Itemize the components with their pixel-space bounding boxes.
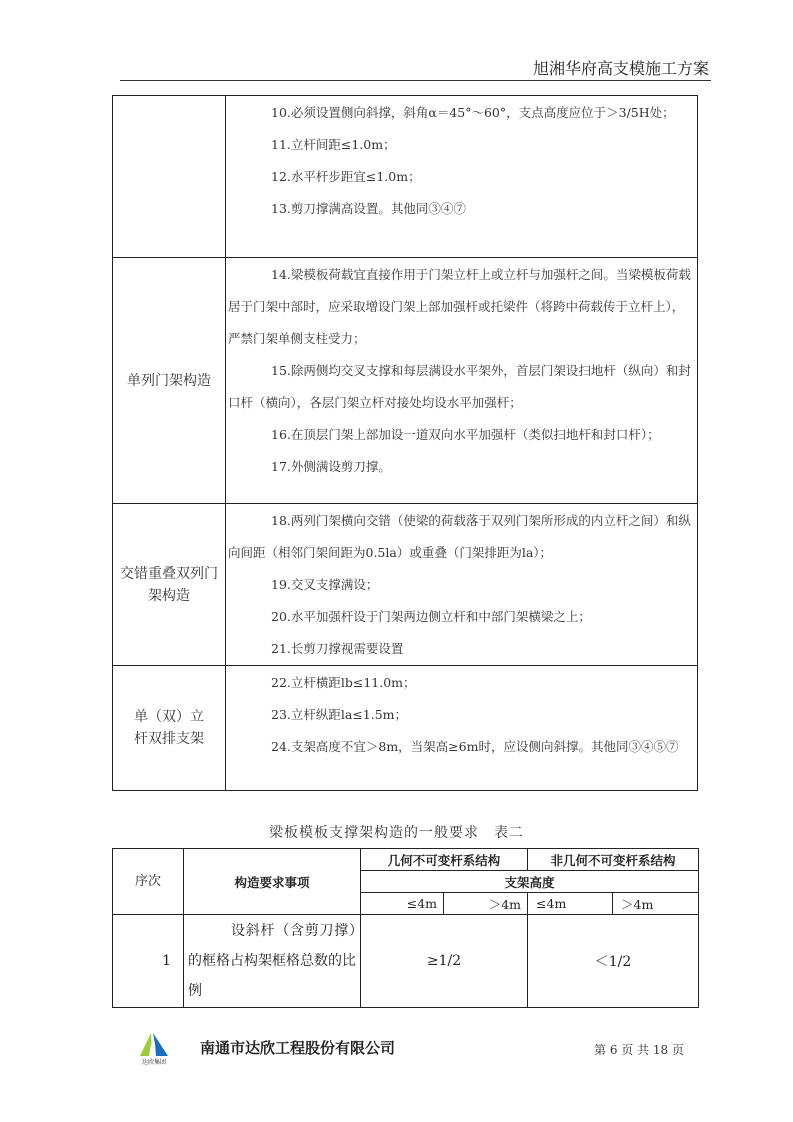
list-item: 23.立杆纵距la≤1.5m； (271, 707, 408, 722)
beam-slab-requirements-table (112, 848, 699, 1008)
list-item: 12.水平杆步距宜≤1.0m； (271, 169, 421, 184)
list-item: 19.交叉支撑满设； (271, 577, 379, 592)
row-label (113, 666, 226, 791)
company-name: 南通市达欣工程股份有限公司 (200, 1039, 396, 1057)
header-le4: ≤4m (361, 893, 444, 915)
row-label: 单列门架构造 (113, 258, 226, 504)
table-row (113, 504, 698, 666)
row-content (226, 96, 698, 258)
table-row (113, 915, 699, 1008)
row-content (226, 666, 698, 791)
non-geo-value: ＜1/2 (528, 915, 699, 1008)
header-support-height: 支架高度 (361, 871, 699, 893)
header-non-geometric: 非几何不可变杆系结构 (528, 849, 699, 871)
list-item: 22.立杆横距lb≤11.0m； (271, 675, 416, 690)
list-item: 17.外侧满设剪刀撑。 (271, 459, 391, 474)
document-header-title: 旭湘华府高支模施工方案 (532, 59, 709, 78)
row-label-text: 交错重叠双列门架构造 (120, 565, 218, 604)
list-item: 18.两列门架横向交错（使梁的荷载落于双列门架所形成的内立杆之间）和纵向间距（相邻门架间距为0.5la）或重叠（门架排距为la）； (228, 513, 691, 560)
geo-value: ≥1/2 (361, 915, 528, 1008)
list-item: 15.除两侧均交叉支撑和每层满设水平架外，首层门架设扫地杆（纵向）和封口杆（横向），各层门架立杆对接处均设水平加强杆； (228, 363, 691, 410)
list-item: 24.支架高度不宜＞8m，当架高≥6m时，应设侧向斜撑。其他同③④⑤⑦ (271, 739, 679, 754)
header-item: 构造要求事项 (184, 849, 361, 915)
list-item: 10.必须设置侧向斜撑，斜角α＝45°～60°，支点高度应位于＞3/5H处； (271, 105, 675, 120)
list-item: 11.立杆间距≤1.0m； (271, 137, 396, 152)
list-item: 16.在顶层门架上部加设一道双向水平加强杆（类似扫地杆和封口杆）； (271, 427, 660, 442)
row-content (226, 258, 698, 504)
header-divider (120, 80, 711, 81)
list-item: 21.长剪刀撑视需要设置 (271, 641, 404, 656)
header-seq-text: 序次 (134, 873, 161, 889)
item-cell (184, 915, 361, 1008)
table-row (113, 258, 698, 504)
header-geometric: 几何不可变杆系结构 (361, 849, 528, 871)
list-item: 14.梁模板荷载宜直接作用于门架立杆上或立杆与加强杆之间。当梁模板荷载居于门架中部时，应采取增设门架上部加强杆或托梁件（将跨中荷载传于立杆上），严禁门架单侧支柱受力； (228, 267, 691, 346)
header-gt4: ＞4m (444, 893, 528, 915)
table-row (113, 666, 698, 791)
row-label-text: 单（双）立杆双排支架 (134, 709, 204, 747)
requirements-table (112, 95, 698, 791)
company-logo (139, 1030, 169, 1070)
row-label (113, 504, 226, 666)
item-text: 设斜杆（含剪刀撑）的框格占构架框格总数的比例 (188, 923, 356, 999)
table-row (113, 96, 698, 258)
list-item: 20.水平加强杆设于门架两边侧立杆和中部门架横梁之上； (271, 609, 591, 624)
svg-text:达欣集团: 达欣集团 (141, 1059, 167, 1066)
table-caption: 梁板模板支撑架构造的一般要求 表二 (269, 825, 524, 841)
header-le4: ≤4m (528, 893, 613, 915)
row-label (113, 96, 226, 258)
seq-cell: 1 (113, 915, 184, 1008)
page-number: 第 6 页 共 18 页 (594, 1043, 684, 1057)
header-seq (113, 849, 184, 915)
header-gt4: ＞4m (613, 893, 699, 915)
row-content (226, 504, 698, 666)
list-item: 13.剪刀撑满高设置。其他同③④⑦ (271, 201, 466, 216)
